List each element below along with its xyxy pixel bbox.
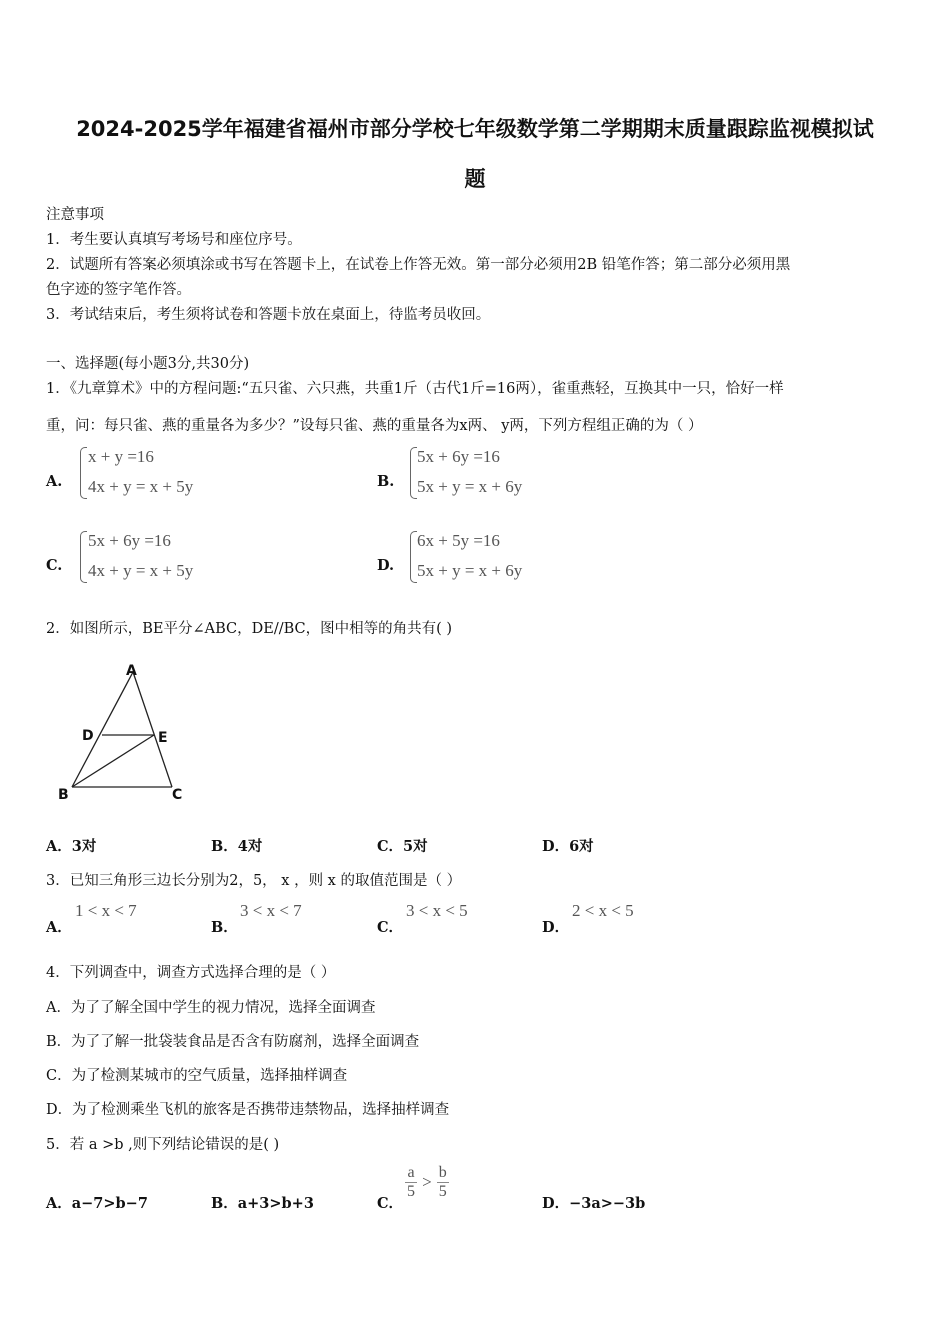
q4-option-a: A．为了了解全国中学生的视力情况，选择全面调查 xyxy=(46,1000,376,1016)
q3-option-c-expr: 3 < x < 5 xyxy=(406,901,468,920)
q2-option-a: A．3对 xyxy=(46,838,97,855)
q1-option-b-eq1: 5x + 6y =16 xyxy=(417,447,500,466)
q5-option-c-operator: > xyxy=(422,1172,432,1192)
q1-text-line2: 重，问：每只雀、燕的重量各为多少？”设每只雀、燕的重量各为x两、 y两，下列方程组正确的为（ ） xyxy=(46,418,703,434)
q1-option-a-brace xyxy=(80,447,87,499)
triangle-figure xyxy=(50,660,200,810)
vertex-e-label: E xyxy=(158,730,168,746)
vertex-c-label: C xyxy=(172,787,183,803)
q5-fraction-a-denominator: 5 xyxy=(407,1183,415,1200)
q4-option-b: B．为了了解一批袋装食品是否含有防腐剂，选择全面调查 xyxy=(46,1034,420,1050)
q1-option-b-label: B. xyxy=(377,473,395,490)
q3-text: 3．已知三角形三边长分别为2，5， x ，则 x 的取值范围是（ ） xyxy=(46,873,462,889)
notice-item-2b: 色字迹的签字笔作答。 xyxy=(46,282,191,298)
vertex-d-label: D xyxy=(82,728,94,744)
q5-option-d: D．−3a>−3b xyxy=(542,1195,646,1212)
q3-option-b-label: B． xyxy=(211,919,238,936)
q5-fraction-a-numerator: a xyxy=(405,1164,417,1183)
q5-text: 5．若 a >b ,则下列结论错误的是( ) xyxy=(46,1137,280,1153)
q2-text: 2．如图所示，BE平分∠ABC，DE//BC，图中相等的角共有( ) xyxy=(46,621,453,637)
q5-fraction-b-numerator: b xyxy=(438,1164,447,1181)
q3-option-c-label: C． xyxy=(377,919,404,936)
q1-option-c-brace xyxy=(80,531,87,583)
q4-text: 4．下列调查中，调查方式选择合理的是（ ） xyxy=(46,965,336,981)
q5-option-c-label: C． xyxy=(377,1195,404,1212)
q2-option-d: D．6对 xyxy=(542,838,594,855)
q5-option-a: A．a−7>b−7 xyxy=(46,1195,148,1212)
q1-option-c-eq2: 4x + y = x + 5y xyxy=(88,561,194,580)
notice-item-2a: 2．试题所有答案必须填涂或书写在答题卡上，在试卷上作答无效。第一部分必须用2B 铅笔作答；第二部分必须用黑 xyxy=(46,257,791,273)
notice-item-1: 1．考生要认真填写考场号和座位序号。 xyxy=(46,232,302,248)
q1-text-line1: 1．《九章算术》中的方程问题:“五只雀、六只燕，共重1斤（古代1斤=16两），雀重燕轻，互换其中一只，恰好一样 xyxy=(46,381,784,397)
q5-fraction-b-denominator: 5 xyxy=(438,1183,447,1200)
q5-fraction-b xyxy=(437,1164,449,1201)
q1-option-b-eq2: 5x + y = x + 6y xyxy=(417,477,523,496)
q3-option-d-label: D． xyxy=(542,919,570,936)
q1-option-d-brace xyxy=(410,531,417,583)
q1-option-a-label: A. xyxy=(46,473,63,490)
notice-item-3: 3．考试结束后，考生须将试卷和答题卡放在桌面上，待监考员收回。 xyxy=(46,307,491,323)
q1-option-c-eq1: 5x + 6y =16 xyxy=(88,531,171,550)
q5-option-b: B．a+3>b+3 xyxy=(211,1195,314,1212)
vertex-b-label: B xyxy=(58,787,69,803)
q1-option-a-eq1: x + y =16 xyxy=(88,447,154,466)
q2-option-c: C．5对 xyxy=(377,838,428,855)
q5-fraction-a xyxy=(405,1164,417,1201)
q1-option-a-eq2: 4x + y = x + 5y xyxy=(88,477,194,496)
exam-title-line1: 2024-2025学年福建省福州市部分学校七年级数学第二学期期末质量跟踪监视模拟试 xyxy=(76,117,874,141)
exam-title-line2: 题 xyxy=(464,167,486,191)
q3-option-a-label: A． xyxy=(46,919,72,936)
q3-option-a-expr: 1 < x < 7 xyxy=(75,901,137,920)
q1-option-d-eq1: 6x + 5y =16 xyxy=(417,531,500,550)
q1-option-d-eq2: 5x + y = x + 6y xyxy=(417,561,523,580)
notice-heading: 注意事项 xyxy=(46,207,104,223)
vertex-a-label: A xyxy=(126,663,137,679)
q1-option-d-label: D. xyxy=(377,557,395,574)
q4-option-c: C．为了检测某城市的空气质量，选择抽样调查 xyxy=(46,1068,348,1084)
q4-option-d: D．为了检测乘坐飞机的旅客是否携带违禁物品，选择抽样调查 xyxy=(46,1102,450,1118)
q3-option-d-expr: 2 < x < 5 xyxy=(572,901,634,920)
q2-option-b: B．4对 xyxy=(211,838,263,855)
q3-option-b-expr: 3 < x < 7 xyxy=(240,901,302,920)
q5-option-c-expr xyxy=(405,1164,449,1201)
section-heading: 一、选择题(每小题3分,共30分) xyxy=(46,356,250,372)
q1-option-c-label: C. xyxy=(46,557,63,574)
q1-option-b-brace xyxy=(410,447,417,499)
